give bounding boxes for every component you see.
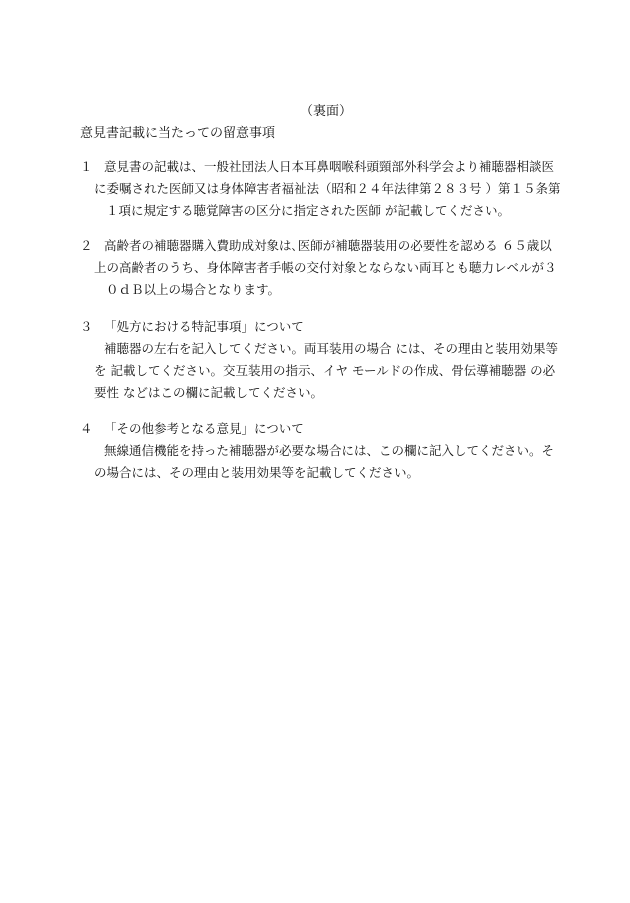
note-number: ３ <box>80 319 93 334</box>
note-1-line-3: １項に規定する聴覚障害の区分に指定された医師 が記載してください。 <box>106 203 510 218</box>
note-2-line-2: 上の高齢者のうち、身体障害者手帳の交付対象とならない両耳とも聴力レベルが３ <box>94 260 557 275</box>
note-1-line-2: に委嘱された医師又は身体障害者福祉法（昭和２４年法律第２８３号 ）第１５条第 <box>94 181 561 196</box>
note-2-line-3: ０ｄＢ以上の場合となります。 <box>106 282 281 297</box>
note-number: １ <box>80 159 93 174</box>
page-title: 意見書記載に当たっての留意事項 <box>80 126 276 141</box>
note-4-line-2: 無線通信機能を持った補聴器が必要な場合には、この欄に記入してください。そ <box>104 443 555 458</box>
reverse-side-label: （裏面） <box>300 104 353 119</box>
note-4 <box>80 418 580 484</box>
note-3 <box>80 316 580 404</box>
note-1-line-1: １ 意見書の記載は、一般社団法人日本耳鼻咽喉科頭頸部外科学会より補聴器相談医 <box>80 156 580 178</box>
note-4-line-3: の場合には、その理由と装用効果等を記載してください。 <box>94 465 420 480</box>
note-3-line-2: 補聴器の左右を記入してください。両耳装用の場合 には、その理由と装用効果等 <box>104 341 558 356</box>
note-1 <box>80 156 580 222</box>
note-2 <box>80 235 580 301</box>
note-3-line-3: を 記載してください。交互装用の指示、イヤ モールドの作成、骨伝導補聴器 の必 <box>94 363 556 378</box>
note-number: ２ <box>80 238 93 253</box>
note-4-line-1: ４ 「その他参考となる意見」について <box>80 418 580 440</box>
note-2-line-1: ２ 高齢者の補聴器購入費助成対象は､医師が補聴器装用の必要性を認める ６５歳以 <box>80 235 580 257</box>
note-3-line-1: ３ 「処方における特記事項」について <box>80 316 580 338</box>
note-number: ４ <box>80 421 93 436</box>
note-3-line-4: 要性 などはこの欄に記載してください。 <box>94 385 323 400</box>
